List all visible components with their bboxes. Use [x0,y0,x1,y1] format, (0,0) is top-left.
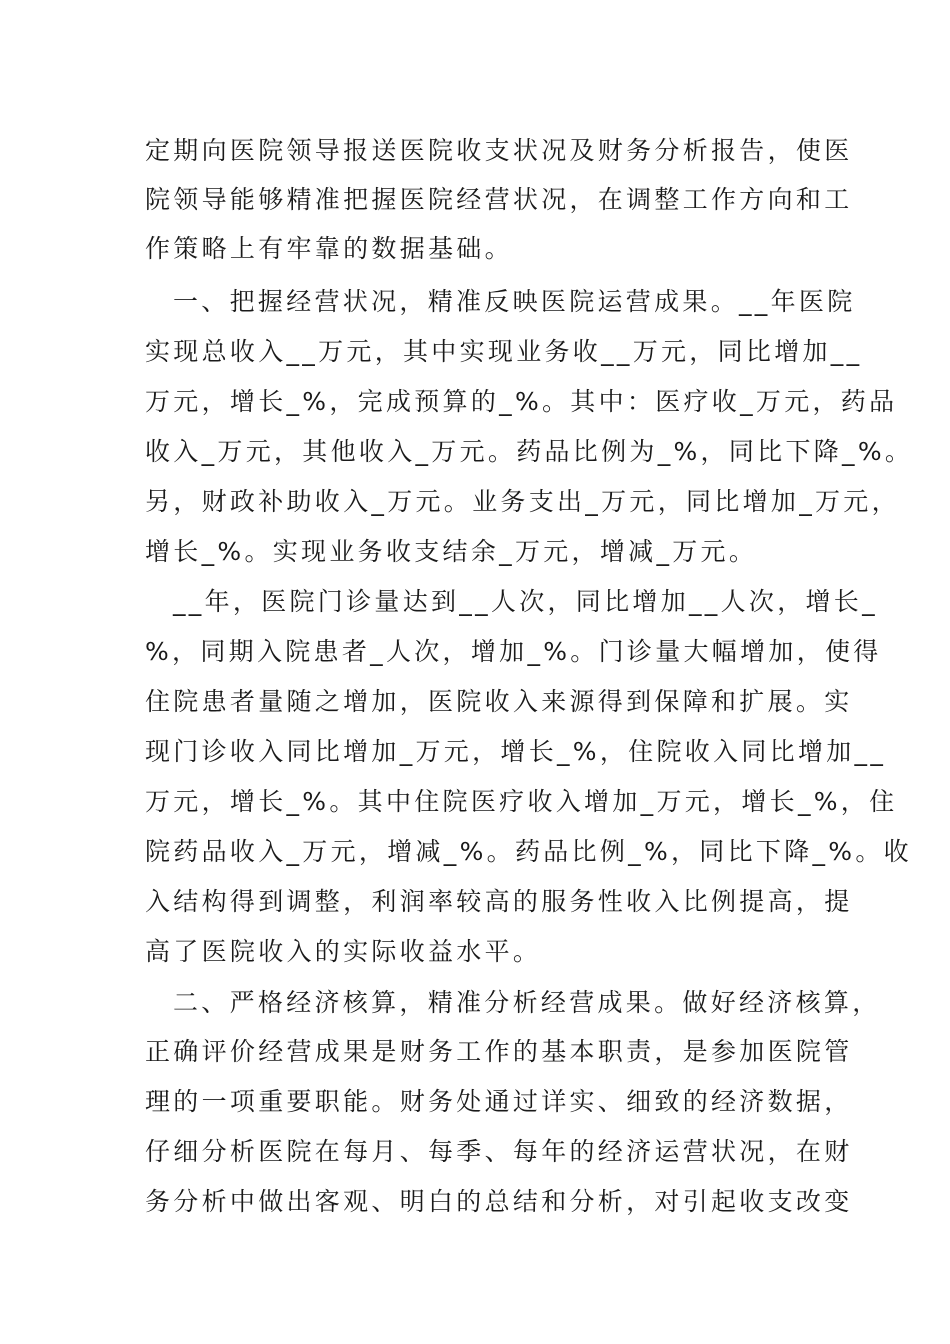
text-line: 实现总收入__万元，其中实现业务收__万元，同比增加__ [145,337,863,366]
text-line: 住院患者量随之增加，医院收入来源得到保障和扩展。实 [145,687,853,716]
paragraph-start-line: 二、严格经济核算，精准分析经营成果。做好经济核算， [173,988,881,1017]
text-line: 另，财政补助收入_万元。业务支出_万元，同比增加_万元， [145,487,900,516]
paragraph-start-line: 一、把握经营状况，精准反映医院运营成果。__年医院 [173,287,856,316]
text-line: 万元，增长_%。其中住院医疗收入增加_万元，增长_%，住 [145,787,898,816]
text-line: 院药品收入_万元，增减_%。药品比例_%，同比下降_%。收 [145,837,912,866]
text-line: 增长_%。实现业务收支结余_万元，增减_万元。 [145,537,758,566]
text-line: 万元，增长_%，完成预算的_%。其中：医疗收_万元，药品 [145,387,898,416]
text-line: 现门诊收入同比增加_万元，增长_%，住院收入同比增加__ [145,737,887,766]
text-line: 院领导能够精准把握医院经营状况，在调整工作方向和工 [145,185,853,214]
text-line: 作策略上有牢靠的数据基础。 [145,234,513,263]
text-line: 仔细分析医院在每月、每季、每年的经济运营状况，在财 [145,1137,853,1166]
text-line: 收入_万元，其他收入_万元。药品比例为_%，同比下降_%。 [145,437,914,466]
text-line: 正确评价经营成果是财务工作的基本职责，是参加医院管 [145,1037,853,1066]
paragraph-start-line: __年，医院门诊量达到__人次，同比增加__人次，增长_ [173,587,878,616]
text-line: 定期向医院领导报送医院收支状况及财务分析报告，使医 [145,136,853,165]
text-line: 理的一项重要职能。财务处通过详实、细致的经济数据， [145,1087,853,1116]
text-line: 入结构得到调整，利润率较高的服务性收入比例提高，提 [145,887,853,916]
text-line: 务分析中做出客观、明白的总结和分析，对引起收支改变 [145,1187,853,1216]
text-line: %，同期入院患者_人次，增加_%。门诊量大幅增加，使得 [145,637,882,666]
text-line: 高了医院收入的实际收益水平。 [145,937,542,966]
